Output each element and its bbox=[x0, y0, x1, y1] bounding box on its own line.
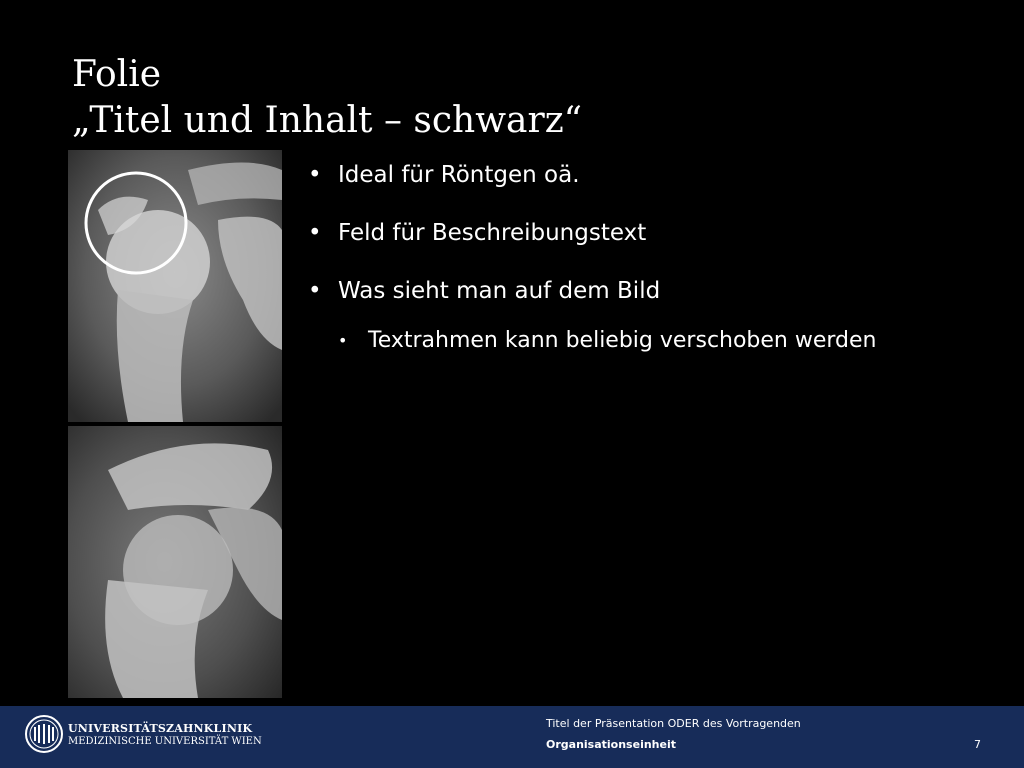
sub-bullet-text: Textrahmen kann beliebig verschoben werden bbox=[368, 328, 877, 353]
bullet-item bbox=[308, 160, 908, 190]
xray-top-panel bbox=[68, 150, 282, 422]
content-bullets bbox=[308, 160, 908, 361]
sub-bullet-icon: • bbox=[338, 331, 348, 350]
bullet-icon: • bbox=[308, 220, 322, 246]
bullet-item bbox=[308, 218, 908, 248]
slide-title bbox=[72, 52, 582, 144]
slide-title-line-2: „Titel und Inhalt – schwarz“ bbox=[72, 100, 583, 141]
brand-subtitle: MEDIZINISCHE UNIVERSITÄT WIEN bbox=[68, 736, 262, 747]
bullet-item bbox=[308, 276, 908, 306]
sub-bullet-item bbox=[308, 320, 908, 361]
university-logo-icon bbox=[24, 714, 64, 754]
bullet-text: Ideal für Röntgen oä. bbox=[338, 162, 580, 188]
slide-title-line-1: Folie bbox=[72, 54, 162, 95]
xray-image bbox=[68, 150, 282, 698]
presentation-title: Titel der Präsentation ODER des Vortragenden bbox=[546, 717, 801, 730]
xray-bottom-panel bbox=[68, 426, 282, 698]
bullet-text: Was sieht man auf dem Bild bbox=[338, 278, 661, 304]
organisation-unit: Organisationseinheit bbox=[546, 738, 676, 751]
bullet-icon: • bbox=[308, 162, 322, 188]
bullet-icon: • bbox=[308, 278, 322, 304]
page-number: 7 bbox=[974, 738, 981, 751]
bullet-text: Feld für Beschreibungstext bbox=[338, 220, 647, 246]
brand-name: UNIVERSITÄTSZAHNKLINIK bbox=[68, 722, 253, 735]
